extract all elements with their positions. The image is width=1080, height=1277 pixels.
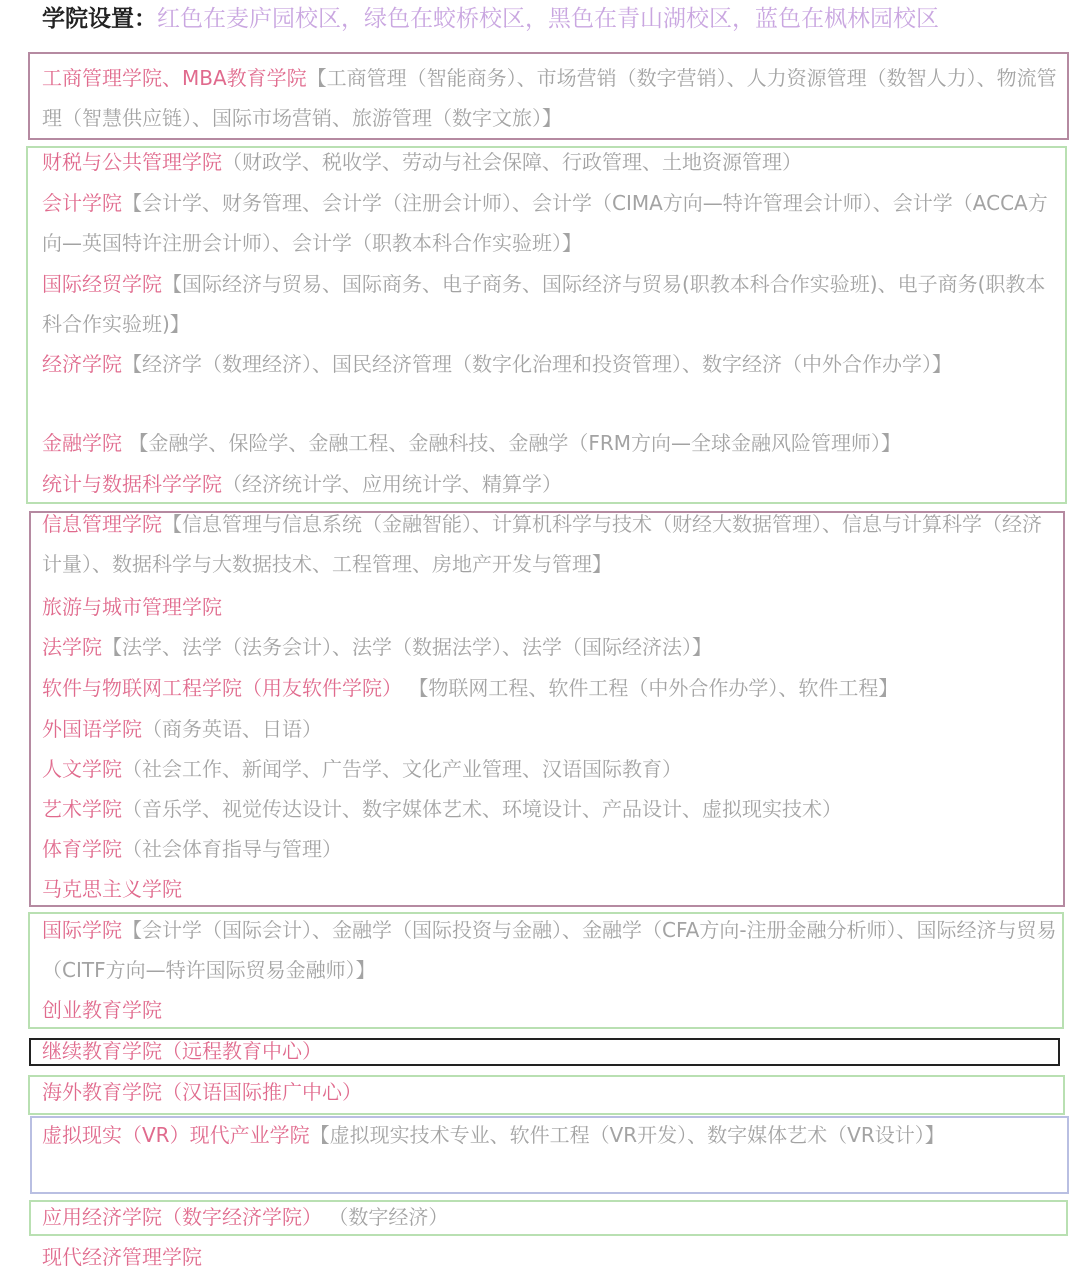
college-entry: [42, 58, 1057, 138]
college-majors: 【法学、法学（法务会计）、法学（数据法学）、法学（国际经济法）】: [102, 635, 712, 659]
college-majors: 【会计学（国际会计）、金融学（国际投资与金融）、金融学（CFA方向-注册金融分析师）、国际经济与贸易（CITF方向—特许国际贸易金融师）】: [42, 918, 1057, 982]
college-majors: 【信息管理与信息系统（金融智能）、计算机科学与技术（财经大数据管理）、信息与计算科学（经济计量）、数据科学与大数据技术、工程管理、房地产开发与管理】: [42, 512, 1042, 576]
heading-label: 学院设置：: [42, 6, 157, 32]
college-entry: [42, 829, 1057, 869]
college-name: 法学院: [42, 635, 102, 659]
college-entry: [42, 869, 1057, 909]
college-entry: [42, 1031, 1057, 1071]
college-entry: [42, 1115, 1057, 1155]
college-entry: [42, 464, 1057, 504]
college-name: 旅游与城市管理学院: [42, 595, 222, 619]
college-entry: [42, 1072, 1057, 1112]
college-name: 继续教育学院（远程教育中心）: [42, 1039, 322, 1063]
page-heading: [42, 6, 1052, 32]
college-majors: （社会体育指导与管理）: [122, 837, 342, 861]
college-majors: 【工商管理（智能商务）、市场营销（数字营销）、人力资源管理（数智人力）、物流管理（智慧供应链）、国际市场营销、旅游管理（数字文旅）】: [42, 66, 1057, 130]
college-name: 统计与数据科学学院: [42, 472, 222, 496]
college-majors: （财政学、税收学、劳动与社会保障、行政管理、土地资源管理）: [222, 150, 802, 174]
college-entry: [42, 910, 1057, 990]
college-majors: 【会计学、财务管理、会计学（注册会计师）、会计学（CIMA方向—特许管理会计师）、会计学（ACCA方向—英国特许注册会计师）、会计学（职教本科合作实验班）】: [42, 191, 1048, 255]
college-entry: [42, 709, 1057, 749]
college-name: 财税与公共管理学院: [42, 150, 222, 174]
college-name: 工商管理学院、MBA教育学院: [42, 66, 307, 90]
college-name: 虚拟现实（VR）现代产业学院: [42, 1123, 310, 1147]
college-majors: 【金融学、保险学、金融工程、金融科技、金融学（FRM方向—全球金融风险管理师）】: [122, 431, 902, 455]
college-name: 会计学院: [42, 191, 122, 215]
college-majors: （经济统计学、应用统计学、精算学）: [222, 472, 562, 496]
college-name: 软件与物联网工程学院（用友软件学院）: [42, 676, 402, 700]
college-majors: 【经济学（数理经济）、国民经济管理（数字化治理和投资管理）、数字经济（中外合作办学）】: [122, 352, 952, 376]
college-name: 体育学院: [42, 837, 122, 861]
college-name: 创业教育学院: [42, 998, 162, 1022]
college-entry: [42, 1197, 1057, 1237]
college-majors: （音乐学、视觉传达设计、数字媒体艺术、环境设计、产品设计、虚拟现实技术）: [122, 797, 842, 821]
college-entry: [42, 423, 1057, 463]
college-name: 国际经贸学院: [42, 272, 162, 296]
college-name: 艺术学院: [42, 797, 122, 821]
college-entry: [42, 789, 1057, 829]
college-name: 经济学院: [42, 352, 122, 376]
college-name: 马克思主义学院: [42, 877, 182, 901]
college-entry: [42, 183, 1057, 263]
college-majors: （商务英语、日语）: [142, 717, 322, 741]
college-entry: [42, 749, 1057, 789]
college-entry: [42, 587, 1057, 627]
college-name: 海外教育学院（汉语国际推广中心）: [42, 1080, 362, 1104]
college-entry: [42, 344, 1057, 384]
college-name: 现代经济管理学院: [42, 1245, 202, 1269]
college-name: 人文学院: [42, 757, 122, 781]
college-entry: [42, 668, 1057, 708]
college-majors: （数字经济）: [322, 1205, 449, 1229]
college-majors: 【虚拟现实技术专业、软件工程（VR开发）、数字媒体艺术（VR设计）】: [309, 1123, 945, 1147]
college-majors: 【物联网工程、软件工程（中外合作办学）、软件工程】: [402, 676, 899, 700]
college-name: 国际学院: [42, 918, 122, 942]
college-entry: [42, 142, 1057, 182]
campus-color-note: 红色在麦庐园校区，绿色在蛟桥校区，黑色在青山湖校区，蓝色在枫林园校区: [157, 6, 939, 32]
college-name: 金融学院: [42, 431, 122, 455]
college-entry: [42, 627, 1057, 667]
college-name: 外国语学院: [42, 717, 142, 741]
college-entry: [42, 990, 1057, 1030]
college-majors: （社会工作、新闻学、广告学、文化产业管理、汉语国际教育）: [122, 757, 682, 781]
college-name: 应用经济学院（数字经济学院）: [42, 1205, 322, 1229]
college-majors: 【国际经济与贸易、国际商务、电子商务、国际经济与贸易(职教本科合作实验班)、电子商务(职教本科合作实验班)】: [42, 272, 1046, 336]
college-entry: [42, 504, 1057, 584]
college-entry: [42, 264, 1057, 344]
college-name: 信息管理学院: [42, 512, 162, 536]
college-entry: [42, 1237, 1057, 1277]
